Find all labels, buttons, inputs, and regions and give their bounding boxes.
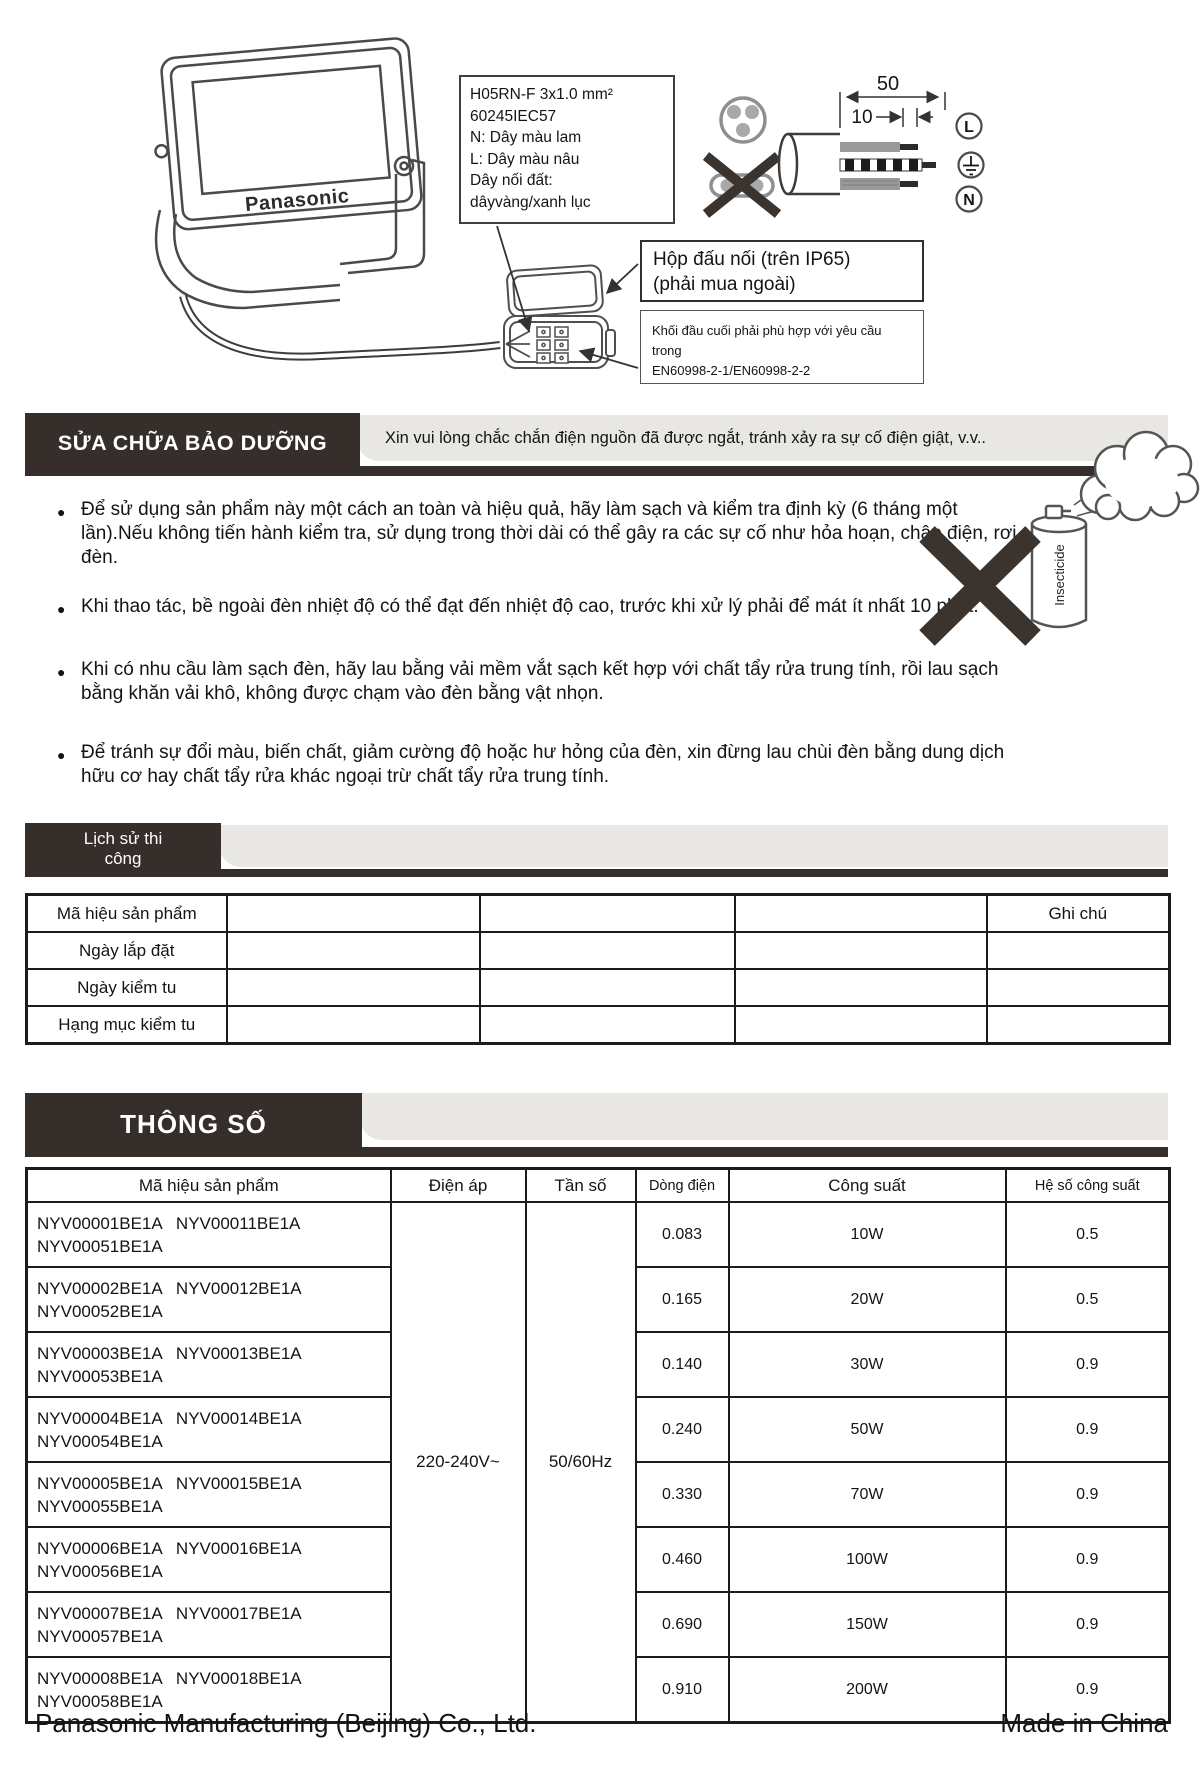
empty-cell	[480, 969, 735, 1006]
dim-50-label: 50	[876, 73, 900, 95]
terminal-standard-callout	[640, 310, 924, 384]
cable-spec-callout	[459, 75, 675, 224]
section-divider	[25, 869, 1168, 877]
empty-cell	[735, 932, 987, 969]
voltage-cell: 220-240V~	[391, 1202, 526, 1723]
terminal-note-line: Khối đầu cuối phải phù hợp với yêu cầu trong	[652, 323, 882, 358]
model-cell	[27, 1592, 391, 1657]
current-cell: 0.083	[636, 1202, 729, 1267]
col-power-header: Công suất	[729, 1169, 1006, 1203]
model-codes: NYV00057BE1A	[37, 1626, 163, 1646]
empty-cell	[987, 1006, 1170, 1044]
power-cell: 100W	[729, 1527, 1006, 1592]
pf-cell: 0.9	[1006, 1397, 1170, 1462]
history-row	[27, 969, 1170, 1006]
pf-cell: 0.5	[1006, 1202, 1170, 1267]
model-codes: NYV00002BE1A NYV00012BE1A	[37, 1278, 302, 1298]
panasonic-logo-text: Panasonic	[244, 185, 351, 217]
model-cell	[27, 1332, 391, 1397]
spray-cloud-icon	[1074, 432, 1198, 520]
col-current-header: Dòng điện	[636, 1169, 729, 1203]
current-cell: 0.460	[636, 1527, 729, 1592]
terminal-l-label: L	[964, 119, 974, 136]
cable-spec-line: N: Dây màu lam	[470, 129, 582, 146]
dim-10-label: 10	[851, 107, 873, 128]
specs-header-row	[27, 1169, 1170, 1203]
current-cell: 0.330	[636, 1462, 729, 1527]
current-cell: 0.240	[636, 1397, 729, 1462]
model-codes: NYV00051BE1A	[37, 1236, 163, 1256]
model-codes: NYV00008BE1A NYV00018BE1A	[37, 1668, 302, 1688]
empty-cell	[987, 969, 1170, 1006]
terminal-n-label: N	[963, 192, 975, 209]
model-codes: NYV00053BE1A	[37, 1366, 163, 1386]
model-codes: NYV00007BE1A NYV00017BE1A	[37, 1603, 302, 1623]
earth-symbol-icon	[963, 156, 979, 175]
maintenance-bullet: ● Để tránh sự đổi màu, biến chất, giảm cường độ hoặc hư hỏng của đèn, xin đừng lau chùi đèn bằng dung dịch hữu cơ hay chất tẩy rửa khác ngoại trừ chất tẩy rửa trung tính.	[57, 741, 1025, 789]
history-title-line: công	[104, 849, 142, 868]
frequency-cell: 50/60Hz	[526, 1202, 636, 1723]
col-frequency-header: Tần số	[526, 1169, 636, 1203]
model-cell	[27, 1202, 391, 1267]
current-cell: 0.690	[636, 1592, 729, 1657]
junction-note-line: Hộp đấu nối (trên IP65)	[653, 249, 851, 270]
insecticide-warning-icon	[900, 408, 1200, 660]
maintenance-section-header: SỬA CHỮA BẢO DƯỠNG	[25, 413, 360, 473]
forbidden-x-icon	[706, 156, 778, 214]
history-row	[27, 895, 1170, 933]
cable-strip-illustration	[779, 73, 984, 212]
pf-cell: 0.9	[1006, 1592, 1170, 1657]
pf-cell: 0.9	[1006, 1332, 1170, 1397]
cable-spec-line: Dây nối đất:	[470, 172, 553, 189]
model-codes: NYV00055BE1A	[37, 1496, 163, 1516]
maintenance-bullet: ● Khi có nhu cầu làm sạch đèn, hãy lau bằng vải mềm vắt sạch kết hợp với chất tẩy rửa trung tính, rồi lau sạch bằng khăn vải khô, không được chạm vào đèn bằng vật nhọn.	[57, 658, 1025, 706]
pf-cell: 0.9	[1006, 1462, 1170, 1527]
history-row	[27, 932, 1170, 969]
model-codes: NYV00056BE1A	[37, 1561, 163, 1581]
model-cell	[27, 1462, 391, 1527]
maintenance-bullet: ● Khi thao tác, bề ngoài đèn nhiệt độ có thể đạt đến nhiệt độ cao, trước khi xử lý phải để mát ít nhất 10 phút.	[57, 595, 1025, 619]
model-cell	[27, 1397, 391, 1462]
history-row-label: Mã hiệu sản phẩm	[27, 895, 227, 933]
junction-box-callout	[640, 240, 924, 302]
footer-origin: Made in China	[1000, 1708, 1168, 1738]
history-row	[27, 1006, 1170, 1044]
cable-spec-line: dâyvàng/xanh lục	[470, 193, 591, 211]
empty-cell	[735, 895, 987, 933]
pf-cell: 0.5	[1006, 1267, 1170, 1332]
empty-cell	[480, 932, 735, 969]
pf-cell: 0.9	[1006, 1527, 1170, 1592]
floodlight-illustration	[147, 37, 424, 308]
footer-manufacturer: Panasonic Manufacturing (Beijing) Co., Ltd.	[35, 1708, 537, 1738]
power-cell: 150W	[729, 1592, 1006, 1657]
empty-cell	[227, 1006, 480, 1044]
pf-cell: 0.9	[1006, 1657, 1170, 1723]
model-codes: NYV00003BE1A NYV00013BE1A	[37, 1343, 302, 1363]
junction-note-line: (phải mua ngoài)	[653, 274, 796, 295]
empty-cell	[480, 895, 735, 933]
spec-row	[27, 1202, 1170, 1267]
specs-table	[25, 1167, 1171, 1724]
cable-flat-forbidden-icon	[706, 156, 778, 214]
model-codes: NYV00004BE1A NYV00014BE1A	[37, 1408, 302, 1428]
model-codes: NYV00052BE1A	[37, 1301, 163, 1321]
no-spray-x-icon	[927, 534, 1033, 638]
power-cell: 200W	[729, 1657, 1006, 1723]
history-table	[25, 893, 1171, 1045]
terminal-note-line: EN60998-2-1/EN60998-2-2	[652, 363, 811, 378]
power-cell: 10W	[729, 1202, 1006, 1267]
col-pf-header: Hệ số công suất	[1006, 1169, 1170, 1203]
model-codes: NYV00054BE1A	[37, 1431, 163, 1451]
empty-cell	[227, 969, 480, 1006]
col-model-header: Mã hiệu sản phẩm	[27, 1169, 391, 1203]
history-row-label: Ngày kiểm tu	[27, 969, 227, 1006]
cable-spec-line: 60245IEC57	[470, 107, 557, 125]
empty-cell	[987, 932, 1170, 969]
power-cell: 20W	[729, 1267, 1006, 1332]
junction-box-illustration	[504, 265, 615, 368]
history-row-label: Hạng mục kiểm tu	[27, 1006, 227, 1044]
history-section-header	[25, 823, 221, 875]
empty-cell	[735, 969, 987, 1006]
cable-spec-line: L: Dây màu nâu	[470, 150, 580, 168]
section-divider	[25, 1147, 1168, 1157]
specs-section-header: THÔNG SỐ	[25, 1093, 362, 1155]
empty-cell	[480, 1006, 735, 1044]
cable-round-ok-icon	[721, 98, 765, 142]
history-title-line: Lịch sử thi	[83, 829, 163, 848]
note-header: Ghi chú	[987, 895, 1170, 933]
model-cell	[27, 1267, 391, 1332]
empty-cell	[735, 1006, 987, 1044]
current-cell: 0.140	[636, 1332, 729, 1397]
model-codes: NYV00058BE1A	[37, 1691, 163, 1711]
empty-cell	[227, 932, 480, 969]
history-bar	[219, 825, 1168, 867]
history-row-label: Ngày lắp đặt	[27, 932, 227, 969]
power-cell: 70W	[729, 1462, 1006, 1527]
model-codes: NYV00001BE1A NYV00011BE1A	[37, 1213, 301, 1233]
model-codes: NYV00005BE1A NYV00015BE1A	[37, 1473, 302, 1493]
power-cell: 50W	[729, 1397, 1006, 1462]
power-cell: 30W	[729, 1332, 1006, 1397]
model-cell	[27, 1527, 391, 1592]
cable-spec-line: H05RN-F 3x1.0 mm²	[470, 86, 613, 103]
col-voltage-header: Điện áp	[391, 1169, 526, 1203]
model-codes: NYV00006BE1A NYV00016BE1A	[37, 1538, 302, 1558]
empty-cell	[227, 895, 480, 933]
insecticide-label: Insecticide	[1052, 544, 1067, 606]
current-cell: 0.165	[636, 1267, 729, 1332]
power-cable	[183, 296, 500, 357]
specs-bar	[360, 1093, 1168, 1140]
current-cell: 0.910	[636, 1657, 729, 1723]
caution-text: Xin vui lòng chắc chắn điện nguồn đã được ngắt, tránh xảy ra sự cố điện giật, v.v..	[385, 428, 986, 447]
maintenance-bullet: ● Để sử dụng sản phẩm này một cách an toàn và hiệu quả, hãy làm sạch và kiểm tra định kỳ (6 tháng một lần).Nếu không tiến hành kiểm tra, sử dụng trong thời dài có thể gây ra các sự cố như hỏa hoạn, chập điện, rơi đèn.	[57, 498, 1025, 570]
